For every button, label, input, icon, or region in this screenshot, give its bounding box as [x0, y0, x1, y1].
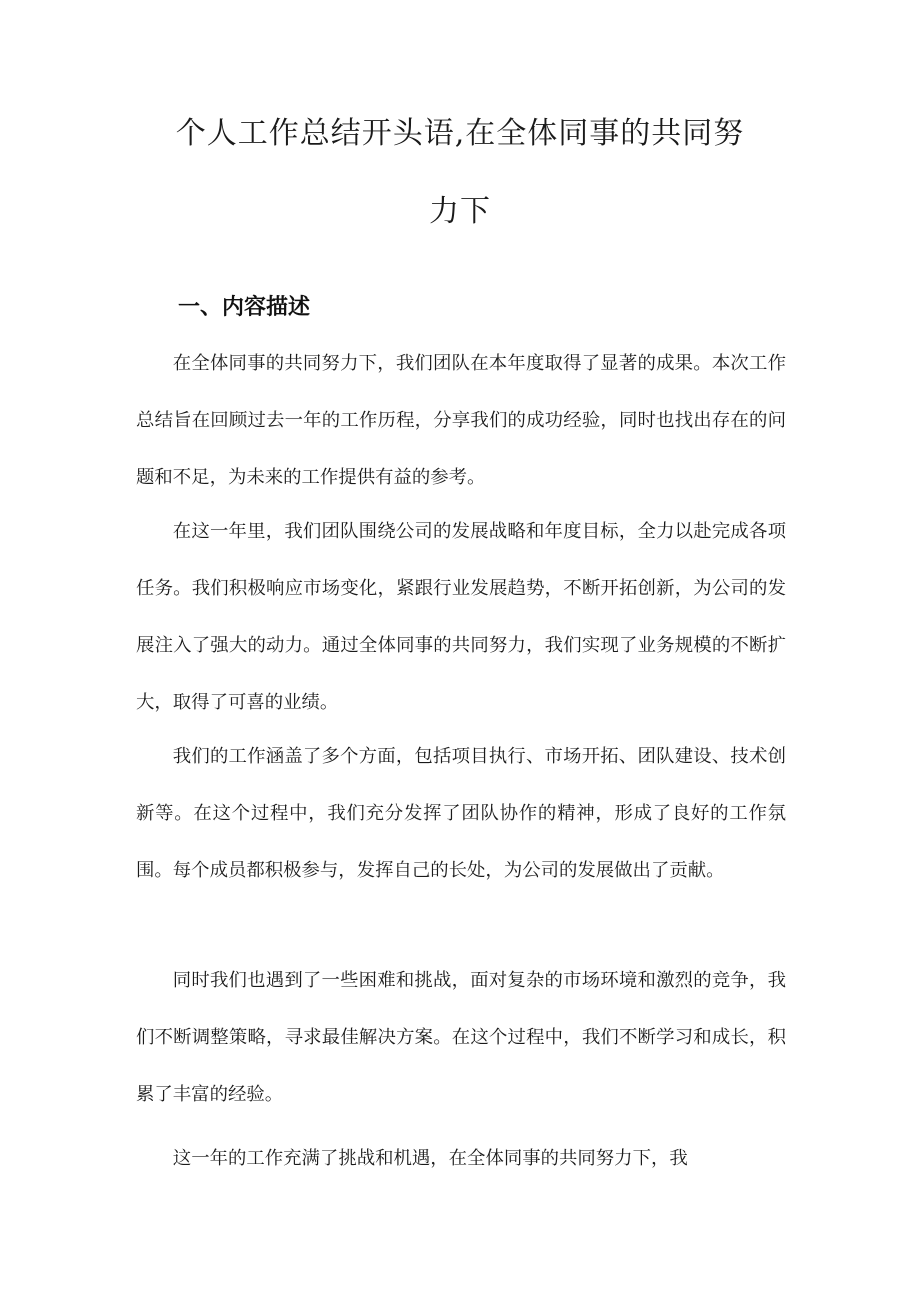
body-paragraph-5: 这一年的工作充满了挑战和机遇，在全体同事的共同努力下，我 [172, 1148, 688, 1169]
section-heading: 一、内容描述 [178, 295, 311, 320]
body-paragraph-1: 在全体同事的共同努力下，我们团队在本年度取得了显著的成果。本次工作总结旨在回顾过去一年的工作历程，分享我们的成功经验，同时也找出存在的问题和不足，为未来的工作提供有益的参考。 [136, 353, 786, 488]
body-paragraph-4: 同时我们也遇到了一些困难和挑战，面对复杂的市场环境和激烈的竞争，我们不断调整策略，寻求最佳解决方案。在这个过程中，我们不断学习和成长，积累了丰富的经验。 [136, 970, 786, 1105]
body-paragraph-2: 在这一年里，我们团队围绕公司的发展战略和年度目标，全力以赴完成各项任务。我们积极响应市场变化，紧跟行业发展趋势，不断开拓创新，为公司的发展注入了强大的动力。通过全体同事的共同努力，我们实现了业务规模的不断扩大，取得了可喜的业绩。 [136, 521, 786, 713]
body-paragraph-3: 我们的工作涵盖了多个方面，包括项目执行、市场开拓、团队建设、技术创新等。在这个过程中，我们充分发挥了团队协作的精神，形成了良好的工作氛围。每个成员都积极参与，发挥自己的长处，为公司的发展做出了贡献。 [136, 746, 786, 881]
document-title-line-1: 个人工作总结开头语,在全体同事的共同努 [175, 116, 745, 151]
document-title-line-2: 力下 [429, 194, 491, 229]
